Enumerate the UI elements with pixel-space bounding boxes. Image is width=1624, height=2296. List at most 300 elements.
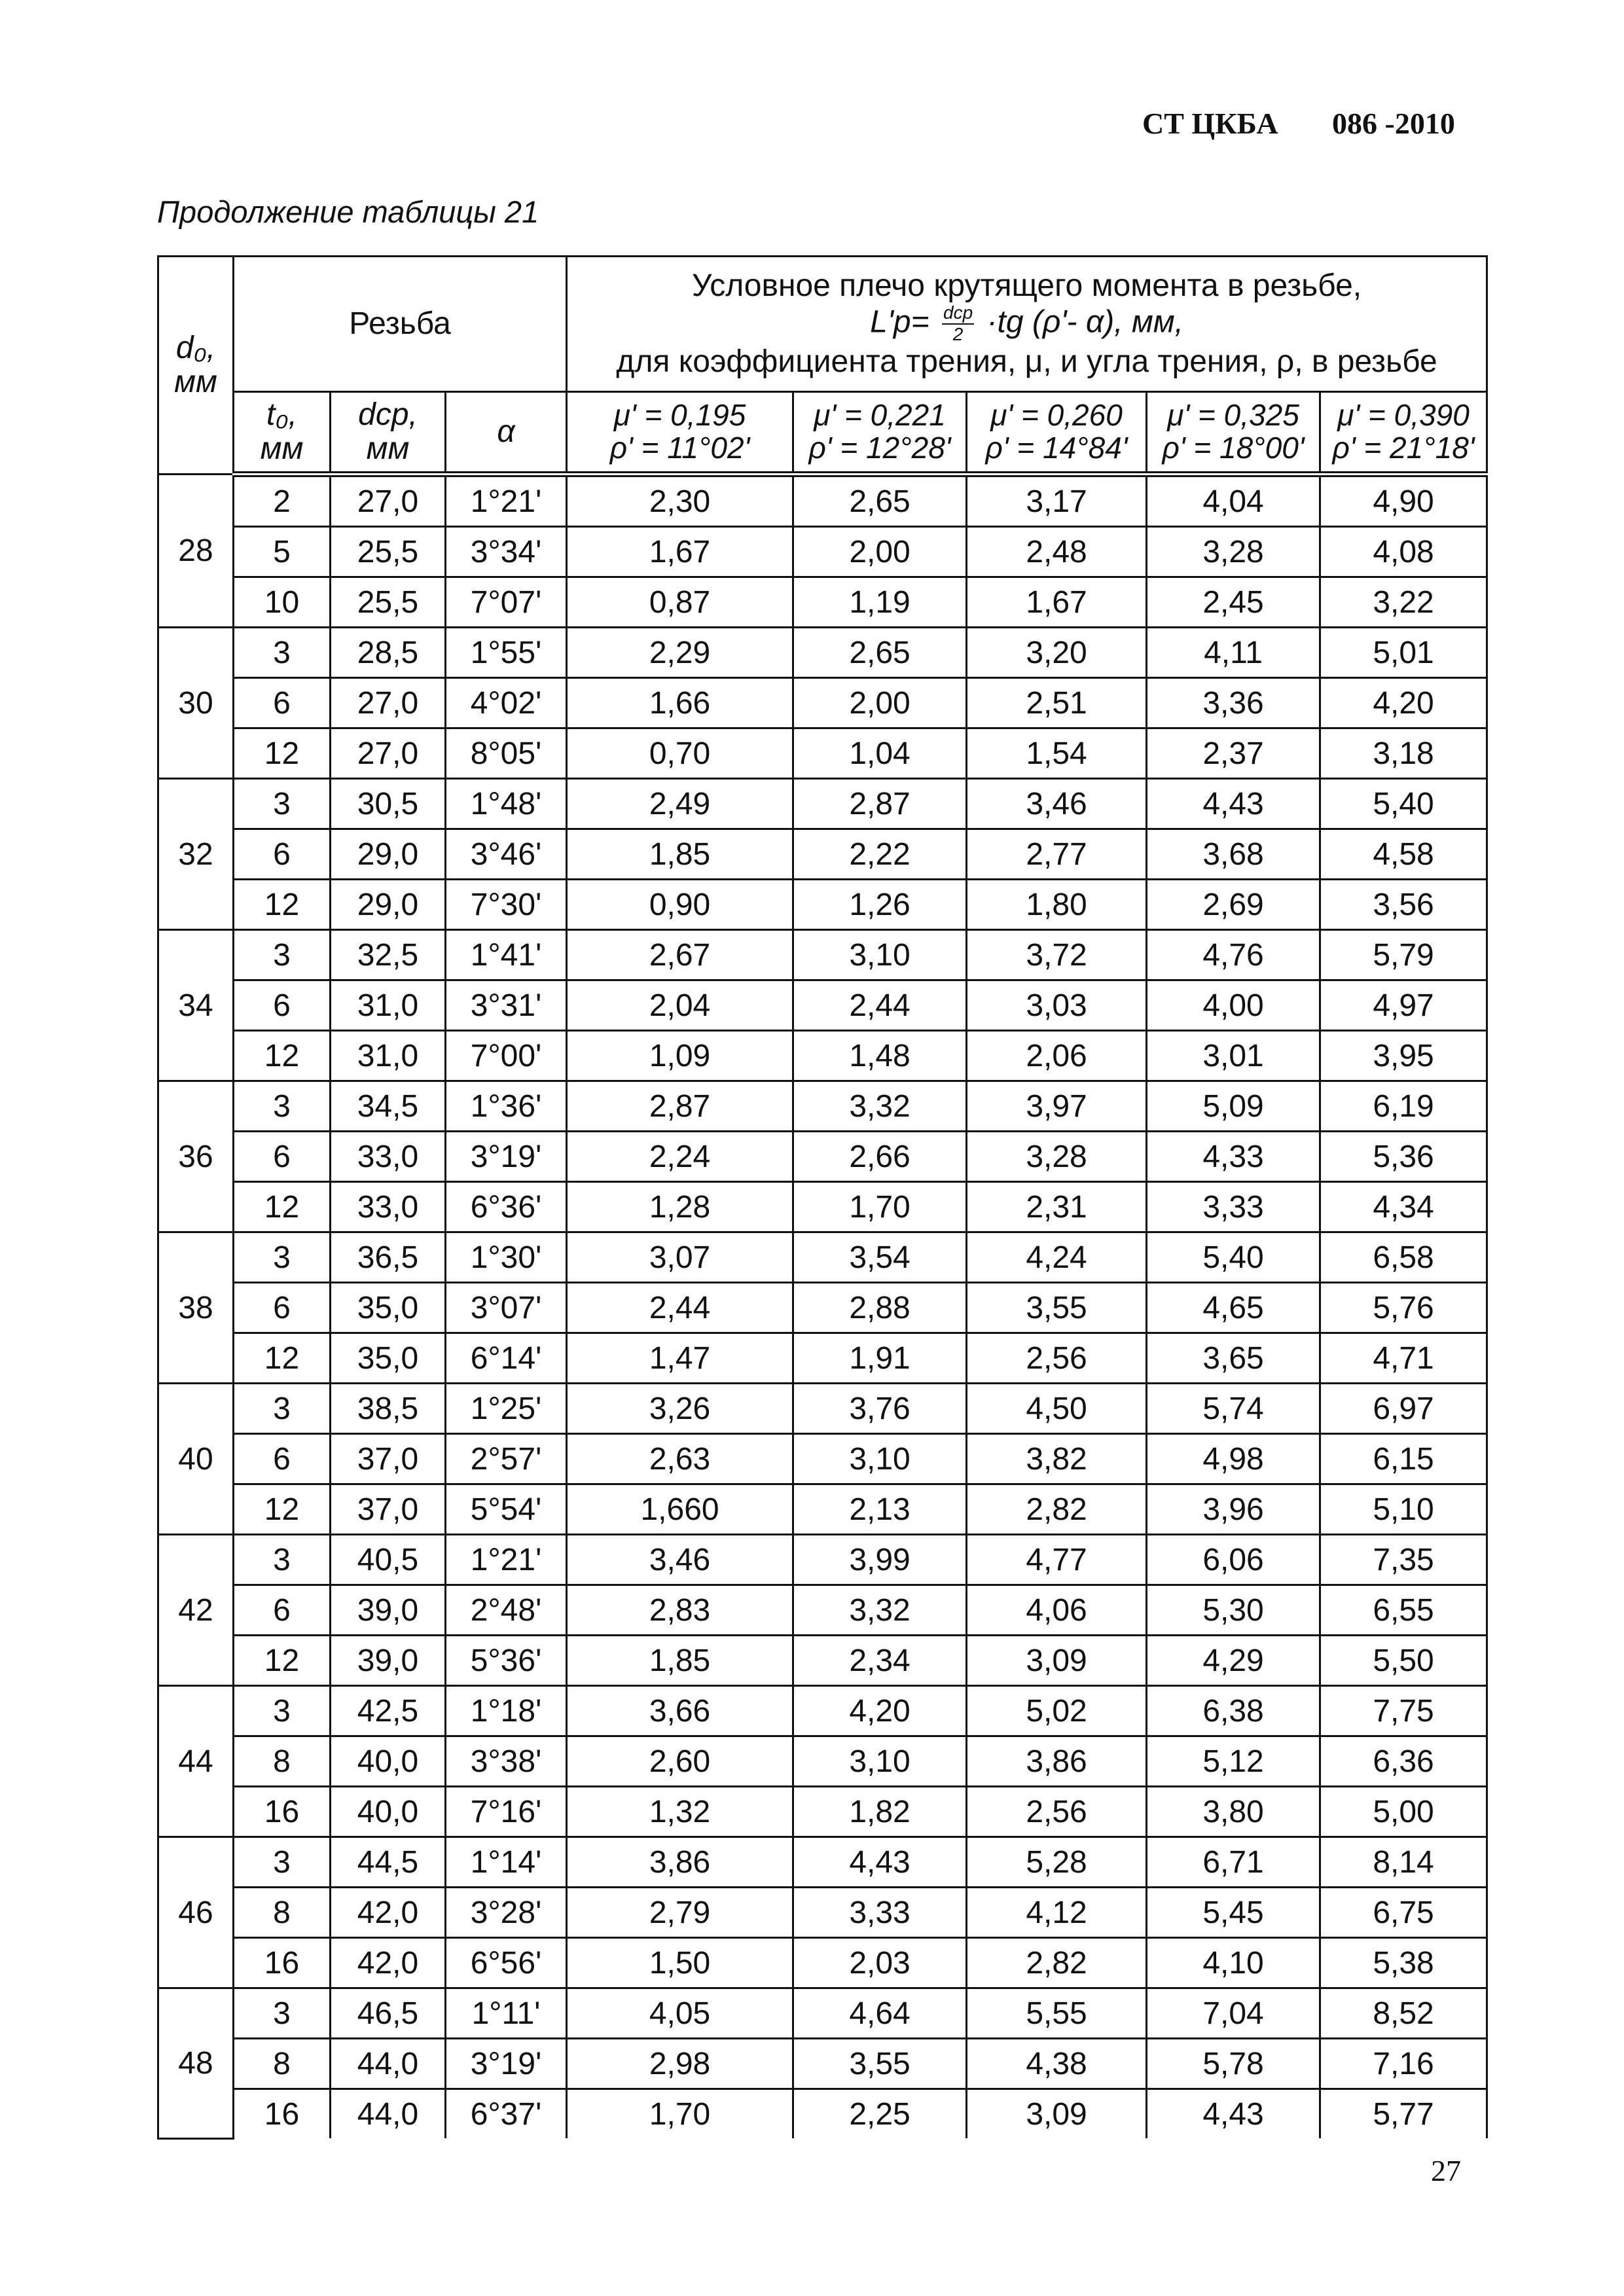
- table-row: [158, 1585, 1487, 1636]
- cell-mu-3: 2,77: [967, 829, 1147, 880]
- cell-mu-3: 2,82: [967, 1484, 1147, 1535]
- cell-dcp: 40,0: [331, 1736, 446, 1787]
- header-mu-2: μ' = 0,221 ρ' = 12°28': [793, 392, 967, 475]
- table-row: [158, 2089, 1487, 2139]
- cell-mu-1: 3,86: [567, 1837, 793, 1888]
- cell-dcp: 46,5: [331, 1988, 446, 2039]
- cell-alpha: 1°36': [446, 1081, 567, 1132]
- header-mu-4: μ' = 0,325 ρ' = 18°00': [1147, 392, 1320, 475]
- cell-to: 12: [234, 880, 331, 930]
- table-row: [158, 1081, 1487, 1132]
- cell-to: 3: [234, 1837, 331, 1888]
- cell-mu-1: 3,07: [567, 1232, 793, 1283]
- cell-alpha: 2°48': [446, 1585, 567, 1636]
- cell-dcp: 33,0: [331, 1182, 446, 1232]
- cell-mu-1: 2,04: [567, 980, 793, 1031]
- cell-do: 36: [158, 1081, 234, 1232]
- cell-mu-2: 1,48: [793, 1031, 967, 1081]
- cell-mu-5: 5,77: [1320, 2089, 1487, 2139]
- cell-do: 42: [158, 1535, 234, 1686]
- cell-mu-3: 2,82: [967, 1938, 1147, 1988]
- cell-alpha: 1°41': [446, 930, 567, 980]
- table-row: [158, 1686, 1487, 1736]
- cell-mu-4: 2,37: [1147, 728, 1320, 779]
- cell-dcp: 39,0: [331, 1585, 446, 1636]
- cell-dcp: 44,0: [331, 2089, 446, 2139]
- cell-mu-2: 3,10: [793, 1736, 967, 1787]
- cell-mu-1: 1,66: [567, 678, 793, 728]
- cell-mu-1: 2,83: [567, 1585, 793, 1636]
- table-row: [158, 527, 1487, 577]
- header-mu-1: μ' = 0,195 ρ' = 11°02': [567, 392, 793, 475]
- cell-mu-4: 3,28: [1147, 527, 1320, 577]
- cell-mu-5: 7,75: [1320, 1686, 1487, 1736]
- cell-mu-1: 1,660: [567, 1484, 793, 1535]
- cell-do: 46: [158, 1837, 234, 1988]
- cell-mu-5: 5,00: [1320, 1787, 1487, 1837]
- cell-mu-4: 2,45: [1147, 577, 1320, 628]
- cell-dcp: 42,0: [331, 1938, 446, 1988]
- cell-mu-1: 0,87: [567, 577, 793, 628]
- cell-do: 38: [158, 1232, 234, 1384]
- cell-mu-1: 2,29: [567, 628, 793, 678]
- cell-mu-5: 8,52: [1320, 1988, 1487, 2039]
- cell-alpha: 3°19': [446, 2039, 567, 2089]
- cell-dcp: 39,0: [331, 1636, 446, 1686]
- cell-mu-1: 2,63: [567, 1434, 793, 1484]
- cell-to: 3: [234, 1535, 331, 1585]
- cell-mu-5: 4,71: [1320, 1333, 1487, 1384]
- cell-mu-2: 2,22: [793, 829, 967, 880]
- cell-alpha: 7°30': [446, 880, 567, 930]
- cell-alpha: 3°38': [446, 1736, 567, 1787]
- table-row: [158, 577, 1487, 628]
- cell-mu-2: 2,65: [793, 475, 967, 527]
- cell-dcp: 27,0: [331, 678, 446, 728]
- table-row: [158, 1736, 1487, 1787]
- cell-mu-3: 3,17: [967, 475, 1147, 527]
- cell-mu-1: 4,05: [567, 1988, 793, 2039]
- cell-mu-3: 4,38: [967, 2039, 1147, 2089]
- cell-mu-3: 3,28: [967, 1132, 1147, 1182]
- table-row: [158, 1283, 1487, 1333]
- header-mu-5: μ' = 0,390 ρ' = 21°18': [1320, 392, 1487, 475]
- cell-mu-2: 1,04: [793, 728, 967, 779]
- moment-subtitle: для коэффициента трения, μ, и угла трения, ρ, в резьбе: [616, 344, 1437, 379]
- cell-to: 16: [234, 1938, 331, 1988]
- cell-mu-1: 1,85: [567, 829, 793, 880]
- cell-mu-1: 1,70: [567, 2089, 793, 2139]
- table-row: [158, 930, 1487, 980]
- cell-mu-3: 2,48: [967, 527, 1147, 577]
- cell-dcp: 25,5: [331, 527, 446, 577]
- cell-mu-3: 3,82: [967, 1434, 1147, 1484]
- cell-mu-1: 2,79: [567, 1888, 793, 1938]
- header-moment: [567, 257, 1487, 392]
- cell-mu-3: 3,20: [967, 628, 1147, 678]
- table-row: [158, 980, 1487, 1031]
- cell-mu-3: 1,67: [967, 577, 1147, 628]
- cell-mu-1: 2,67: [567, 930, 793, 980]
- header-row-2: [158, 392, 1487, 475]
- table-row: [158, 1132, 1487, 1182]
- cell-mu-4: 6,71: [1147, 1837, 1320, 1888]
- cell-mu-4: 4,43: [1147, 779, 1320, 829]
- cell-mu-3: 3,09: [967, 2089, 1147, 2139]
- cell-mu-5: 5,38: [1320, 1938, 1487, 1988]
- cell-mu-1: 1,09: [567, 1031, 793, 1081]
- cell-dcp: 42,5: [331, 1686, 446, 1736]
- cell-dcp: 44,5: [331, 1837, 446, 1888]
- cell-mu-3: 4,12: [967, 1888, 1147, 1938]
- cell-alpha: 3°34': [446, 527, 567, 577]
- cell-to: 8: [234, 2039, 331, 2089]
- table-row: [158, 1182, 1487, 1232]
- cell-mu-3: 3,55: [967, 1283, 1147, 1333]
- cell-mu-4: 7,04: [1147, 1988, 1320, 2039]
- cell-mu-3: 4,50: [967, 1384, 1147, 1434]
- cell-mu-4: 4,76: [1147, 930, 1320, 980]
- cell-mu-5: 6,75: [1320, 1888, 1487, 1938]
- cell-to: 3: [234, 779, 331, 829]
- cell-mu-4: 3,36: [1147, 678, 1320, 728]
- cell-dcp: 34,5: [331, 1081, 446, 1132]
- cell-mu-2: 4,43: [793, 1837, 967, 1888]
- cell-to: 3: [234, 1232, 331, 1283]
- cell-mu-5: 5,01: [1320, 628, 1487, 678]
- table-row: [158, 880, 1487, 930]
- cell-alpha: 6°56': [446, 1938, 567, 1988]
- cell-dcp: 29,0: [331, 880, 446, 930]
- header-to: t₀, мм: [234, 392, 331, 475]
- cell-mu-3: 3,86: [967, 1736, 1147, 1787]
- cell-mu-2: 2,44: [793, 980, 967, 1031]
- cell-mu-4: 3,65: [1147, 1333, 1320, 1384]
- cell-mu-5: 6,97: [1320, 1384, 1487, 1434]
- formula-fraction: $\frac{\text{dср}}{2}$: [943, 302, 973, 344]
- cell-alpha: 6°37': [446, 2089, 567, 2139]
- cell-mu-1: 3,46: [567, 1535, 793, 1585]
- cell-do: 48: [158, 1988, 234, 2139]
- cell-dcp: 29,0: [331, 829, 446, 880]
- table-row: [158, 475, 1487, 527]
- cell-mu-3: 2,56: [967, 1333, 1147, 1384]
- cell-mu-2: 3,33: [793, 1888, 967, 1938]
- cell-mu-3: 1,54: [967, 728, 1147, 779]
- table-row: [158, 1837, 1487, 1888]
- cell-mu-1: 1,28: [567, 1182, 793, 1232]
- cell-mu-3: 2,06: [967, 1031, 1147, 1081]
- cell-mu-3: 5,55: [967, 1988, 1147, 2039]
- cell-alpha: 6°36': [446, 1182, 567, 1232]
- cell-dcp: 27,0: [331, 475, 446, 527]
- cell-to: 12: [234, 1636, 331, 1686]
- table-row: [158, 628, 1487, 678]
- cell-mu-5: 4,08: [1320, 527, 1487, 577]
- cell-mu-4: 5,78: [1147, 2039, 1320, 2089]
- cell-mu-5: 3,95: [1320, 1031, 1487, 1081]
- cell-mu-2: 2,87: [793, 779, 967, 829]
- cell-to: 6: [234, 1585, 331, 1636]
- table-row: [158, 2039, 1487, 2089]
- cell-dcp: 37,0: [331, 1484, 446, 1535]
- cell-dcp: 36,5: [331, 1232, 446, 1283]
- cell-do: 40: [158, 1384, 234, 1535]
- cell-mu-1: 3,66: [567, 1686, 793, 1736]
- cell-dcp: 40,0: [331, 1787, 446, 1837]
- cell-mu-1: 1,50: [567, 1938, 793, 1988]
- cell-dcp: 33,0: [331, 1132, 446, 1182]
- cell-alpha: 3°31': [446, 980, 567, 1031]
- cell-mu-4: 3,01: [1147, 1031, 1320, 1081]
- standard-number: 086 -2010: [1332, 107, 1455, 140]
- cell-mu-3: 3,09: [967, 1636, 1147, 1686]
- cell-mu-3: 5,02: [967, 1686, 1147, 1736]
- cell-alpha: 1°18': [446, 1686, 567, 1736]
- cell-mu-5: 5,36: [1320, 1132, 1487, 1182]
- cell-mu-4: 3,68: [1147, 829, 1320, 880]
- cell-mu-5: 5,40: [1320, 779, 1487, 829]
- cell-mu-2: 3,32: [793, 1081, 967, 1132]
- cell-alpha: 8°05': [446, 728, 567, 779]
- cell-mu-4: 3,33: [1147, 1182, 1320, 1232]
- cell-mu-3: 3,03: [967, 980, 1147, 1031]
- cell-mu-2: 3,99: [793, 1535, 967, 1585]
- cell-mu-2: 2,66: [793, 1132, 967, 1182]
- cell-mu-1: 3,26: [567, 1384, 793, 1434]
- cell-mu-4: 6,38: [1147, 1686, 1320, 1736]
- cell-mu-2: 2,65: [793, 628, 967, 678]
- cell-mu-1: 2,98: [567, 2039, 793, 2089]
- cell-mu-3: 4,77: [967, 1535, 1147, 1585]
- cell-mu-1: 1,32: [567, 1787, 793, 1837]
- cell-mu-2: 2,25: [793, 2089, 967, 2139]
- cell-mu-1: 2,30: [567, 475, 793, 527]
- cell-mu-3: 2,51: [967, 678, 1147, 728]
- cell-mu-2: 1,19: [793, 577, 967, 628]
- cell-alpha: 1°21': [446, 1535, 567, 1585]
- cell-mu-4: 5,74: [1147, 1384, 1320, 1434]
- moment-formula: L'р= $\frac{\text{dср}}{2}$ ·tg (ρ'- α), мм,: [870, 302, 1183, 344]
- cell-mu-5: 8,14: [1320, 1837, 1487, 1888]
- cell-mu-2: 1,91: [793, 1333, 967, 1384]
- table-row: [158, 1938, 1487, 1988]
- cell-mu-5: 6,55: [1320, 1585, 1487, 1636]
- cell-to: 6: [234, 1283, 331, 1333]
- cell-to: 3: [234, 628, 331, 678]
- cell-mu-3: 3,97: [967, 1081, 1147, 1132]
- cell-mu-5: 5,10: [1320, 1484, 1487, 1535]
- cell-mu-4: 2,69: [1147, 880, 1320, 930]
- cell-mu-3: 4,24: [967, 1232, 1147, 1283]
- cell-dcp: 38,5: [331, 1384, 446, 1434]
- table-row: [158, 1232, 1487, 1283]
- cell-mu-2: 2,00: [793, 678, 967, 728]
- cell-mu-4: 5,12: [1147, 1736, 1320, 1787]
- cell-to: 6: [234, 1132, 331, 1182]
- cell-mu-3: 2,31: [967, 1182, 1147, 1232]
- cell-mu-5: 7,35: [1320, 1535, 1487, 1585]
- cell-mu-1: 0,70: [567, 728, 793, 779]
- cell-mu-5: 5,76: [1320, 1283, 1487, 1333]
- cell-do: 28: [158, 475, 234, 628]
- cell-mu-5: 7,16: [1320, 2039, 1487, 2089]
- cell-alpha: 4°02': [446, 678, 567, 728]
- cell-mu-1: 2,44: [567, 1283, 793, 1333]
- cell-to: 3: [234, 1081, 331, 1132]
- cell-dcp: 30,5: [331, 779, 446, 829]
- cell-mu-2: 3,54: [793, 1232, 967, 1283]
- cell-to: 5: [234, 527, 331, 577]
- cell-mu-5: 6,58: [1320, 1232, 1487, 1283]
- header-dcp: dср, мм: [331, 392, 446, 475]
- cell-mu-5: 3,56: [1320, 880, 1487, 930]
- cell-alpha: 7°07': [446, 577, 567, 628]
- cell-mu-1: 1,85: [567, 1636, 793, 1686]
- cell-to: 12: [234, 1333, 331, 1384]
- cell-mu-4: 4,43: [1147, 2089, 1320, 2139]
- cell-mu-2: 1,82: [793, 1787, 967, 1837]
- cell-mu-4: 3,80: [1147, 1787, 1320, 1837]
- cell-mu-2: 3,76: [793, 1384, 967, 1434]
- table-row: [158, 1888, 1487, 1938]
- cell-alpha: 1°30': [446, 1232, 567, 1283]
- cell-mu-5: 3,18: [1320, 728, 1487, 779]
- cell-to: 16: [234, 2089, 331, 2139]
- cell-do: 30: [158, 628, 234, 779]
- cell-mu-5: 5,79: [1320, 930, 1487, 980]
- cell-mu-3: 2,56: [967, 1787, 1147, 1837]
- table-row: [158, 779, 1487, 829]
- cell-alpha: 1°25': [446, 1384, 567, 1434]
- cell-alpha: 6°14': [446, 1333, 567, 1384]
- cell-alpha: 1°55': [446, 628, 567, 678]
- header-alpha: α: [446, 392, 567, 475]
- cell-alpha: 3°46': [446, 829, 567, 880]
- cell-mu-1: 0,90: [567, 880, 793, 930]
- cell-dcp: 42,0: [331, 1888, 446, 1938]
- cell-alpha: 3°19': [446, 1132, 567, 1182]
- cell-dcp: 32,5: [331, 930, 446, 980]
- standard-code: СТ ЦКБА: [1142, 107, 1278, 140]
- cell-do: 32: [158, 779, 234, 930]
- table-row: [158, 1636, 1487, 1686]
- cell-mu-2: 2,34: [793, 1636, 967, 1686]
- cell-mu-3: 1,80: [967, 880, 1147, 930]
- cell-mu-4: 5,45: [1147, 1888, 1320, 1938]
- cell-to: 6: [234, 1434, 331, 1484]
- header-thread: Резьба: [234, 257, 567, 392]
- cell-to: 16: [234, 1787, 331, 1837]
- cell-mu-4: 4,29: [1147, 1636, 1320, 1686]
- cell-to: 3: [234, 930, 331, 980]
- cell-mu-5: 3,22: [1320, 577, 1487, 628]
- table-body: [158, 475, 1487, 2139]
- cell-mu-3: 3,72: [967, 930, 1147, 980]
- cell-dcp: 37,0: [331, 1434, 446, 1484]
- cell-mu-1: 1,67: [567, 527, 793, 577]
- cell-dcp: 35,0: [331, 1283, 446, 1333]
- cell-mu-2: 3,55: [793, 2039, 967, 2089]
- cell-mu-4: 5,40: [1147, 1232, 1320, 1283]
- cell-mu-4: 4,10: [1147, 1938, 1320, 1988]
- cell-to: 12: [234, 1031, 331, 1081]
- cell-alpha: 5°54': [446, 1484, 567, 1535]
- cell-to: 12: [234, 1182, 331, 1232]
- cell-mu-2: 2,88: [793, 1283, 967, 1333]
- document-header: [1142, 106, 1483, 141]
- moment-title: Условное плечо крутящего момента в резьбе,: [691, 268, 1362, 304]
- cell-alpha: 3°07': [446, 1283, 567, 1333]
- header-do: d₀, мм: [158, 257, 234, 475]
- cell-mu-2: 3,10: [793, 1434, 967, 1484]
- cell-mu-1: 2,49: [567, 779, 793, 829]
- cell-mu-4: 4,04: [1147, 475, 1320, 527]
- cell-mu-4: 4,33: [1147, 1132, 1320, 1182]
- cell-mu-1: 2,87: [567, 1081, 793, 1132]
- table-row: [158, 678, 1487, 728]
- table-row: [158, 1988, 1487, 2039]
- cell-to: 8: [234, 1736, 331, 1787]
- header-row-1: [158, 257, 1487, 392]
- cell-dcp: 44,0: [331, 2039, 446, 2089]
- cell-mu-5: 6,15: [1320, 1434, 1487, 1484]
- cell-mu-5: 4,90: [1320, 475, 1487, 527]
- cell-alpha: 2°57': [446, 1434, 567, 1484]
- cell-mu-5: 6,36: [1320, 1736, 1487, 1787]
- torque-arm-table: [157, 255, 1488, 2140]
- cell-dcp: 35,0: [331, 1333, 446, 1384]
- cell-mu-4: 4,98: [1147, 1434, 1320, 1484]
- cell-to: 10: [234, 577, 331, 628]
- cell-mu-2: 2,13: [793, 1484, 967, 1535]
- cell-to: 6: [234, 829, 331, 880]
- cell-mu-4: 5,09: [1147, 1081, 1320, 1132]
- cell-mu-5: 6,19: [1320, 1081, 1487, 1132]
- table-row: [158, 1434, 1487, 1484]
- cell-mu-2: 4,20: [793, 1686, 967, 1736]
- table-row: [158, 1333, 1487, 1384]
- cell-dcp: 31,0: [331, 980, 446, 1031]
- cell-mu-4: 5,30: [1147, 1585, 1320, 1636]
- cell-dcp: 31,0: [331, 1031, 446, 1081]
- cell-alpha: 5°36': [446, 1636, 567, 1686]
- table-caption: Продолжение таблицы 21: [157, 194, 539, 229]
- cell-to: 12: [234, 1484, 331, 1535]
- cell-mu-5: 4,97: [1320, 980, 1487, 1031]
- cell-dcp: 27,0: [331, 728, 446, 779]
- cell-mu-5: 5,50: [1320, 1636, 1487, 1686]
- cell-do: 44: [158, 1686, 234, 1837]
- table-row: [158, 1031, 1487, 1081]
- cell-alpha: 7°00': [446, 1031, 567, 1081]
- cell-mu-1: 2,60: [567, 1736, 793, 1787]
- cell-mu-4: 3,96: [1147, 1484, 1320, 1535]
- cell-alpha: 1°21': [446, 475, 567, 527]
- header-mu-3: μ' = 0,260 ρ' = 14°84': [967, 392, 1147, 475]
- cell-to: 2: [234, 475, 331, 527]
- cell-to: 8: [234, 1888, 331, 1938]
- table-row: [158, 728, 1487, 779]
- cell-mu-4: 4,11: [1147, 628, 1320, 678]
- cell-mu-5: 4,20: [1320, 678, 1487, 728]
- cell-dcp: 40,5: [331, 1535, 446, 1585]
- cell-mu-1: 2,24: [567, 1132, 793, 1182]
- cell-alpha: 1°14': [446, 1837, 567, 1888]
- cell-alpha: 3°28': [446, 1888, 567, 1938]
- cell-mu-2: 3,10: [793, 930, 967, 980]
- table-row: [158, 829, 1487, 880]
